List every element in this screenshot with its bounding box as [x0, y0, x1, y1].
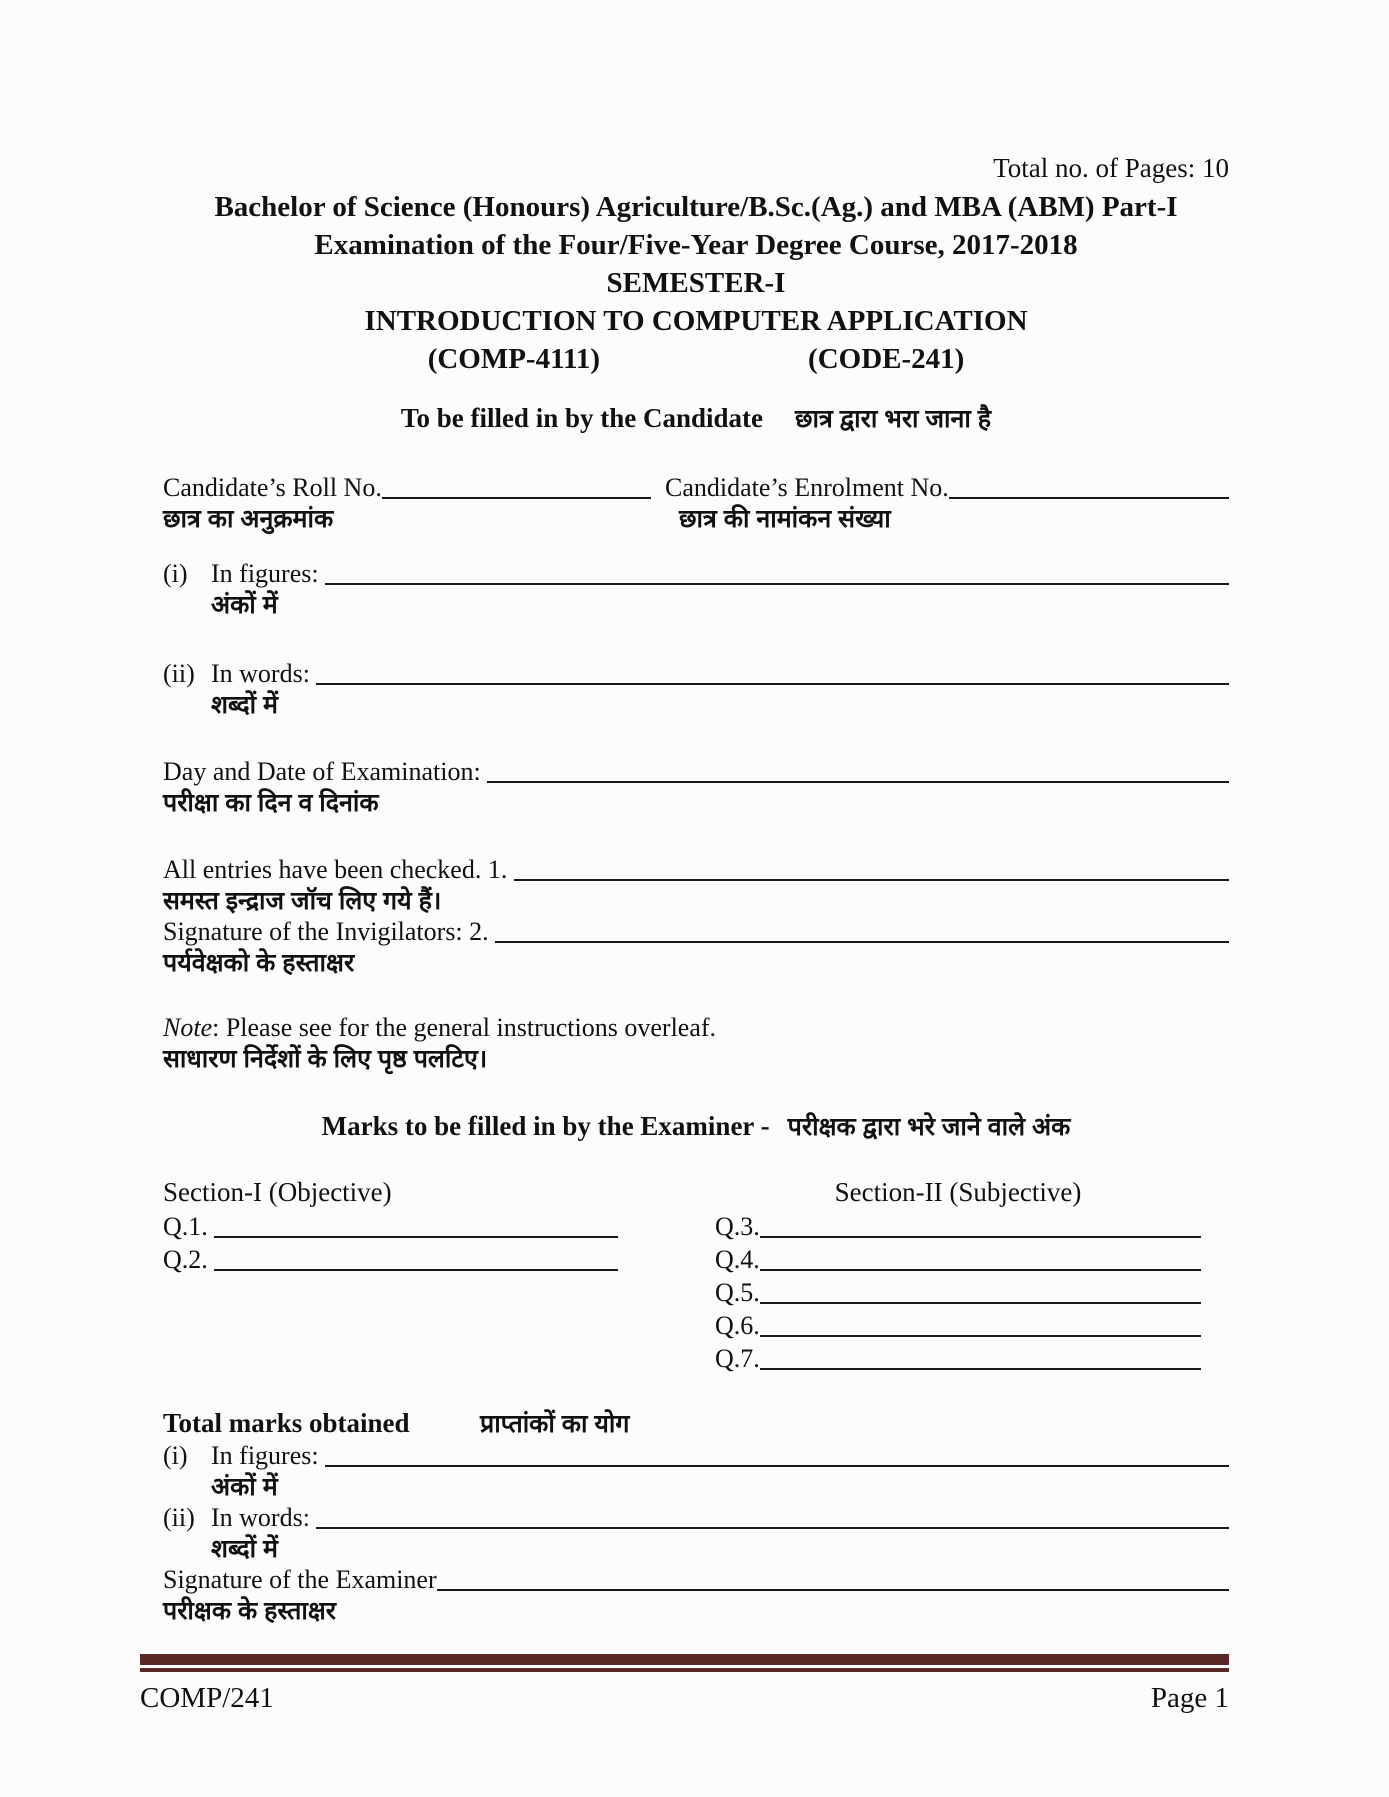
- total-in-words-label-hi: शब्दों में: [211, 1535, 278, 1563]
- in-words-row: [163, 658, 1229, 690]
- examiner-heading-en: Marks to be filled in by the Examiner -: [321, 1111, 770, 1141]
- total-marks-row: [163, 1407, 1229, 1440]
- enrolment-no-label: Candidate’s Enrolment No.: [665, 473, 949, 502]
- note-word: Note: [163, 1013, 213, 1042]
- examiner-heading-hi: परीक्षक द्वारा भरे जाने वाले अंक: [787, 1113, 1071, 1141]
- note-text-hi: साधारण निर्देशों के लिए पृष्ठ पलटिए।: [163, 1045, 488, 1073]
- total-marks-label-hi: प्राप्तांकों का योग: [480, 1410, 630, 1438]
- document-title: [163, 188, 1229, 340]
- in-words-index: (ii): [163, 659, 195, 688]
- in-words-field: [316, 682, 1229, 685]
- q5-label: Q.5.: [715, 1278, 760, 1307]
- q4-marks-field: [760, 1268, 1201, 1271]
- q1-label: Q.1.: [163, 1212, 215, 1241]
- total-in-words-index: (ii): [163, 1503, 195, 1532]
- roll-no-field: [382, 496, 651, 499]
- q6-marks-field: [760, 1334, 1201, 1337]
- in-figures-field: [325, 582, 1229, 585]
- total-pages: Total no. of Pages: 10: [993, 153, 1229, 183]
- examiner-sign-label: Signature of the Examiner: [163, 1565, 437, 1594]
- entries-checked-label-hi: समस्त इन्द्राज जॉच लिए गये हैं।: [163, 887, 442, 915]
- q2-row: [163, 1243, 618, 1276]
- in-figures-label: In figures:: [211, 559, 326, 588]
- page-footer: [140, 1682, 1229, 1714]
- exam-date-field: [487, 780, 1229, 783]
- q6-row: [715, 1309, 1201, 1342]
- q1-marks-field: [214, 1235, 618, 1238]
- in-figures-row: [163, 558, 1229, 590]
- q4-label: Q.4.: [715, 1245, 760, 1274]
- examiner-sign-label-hi: परीक्षक के हस्ताक्षर: [163, 1597, 336, 1625]
- note-text: : Please see for the general instructions overleaf.: [212, 1013, 717, 1042]
- total-in-figures-label: In figures:: [211, 1441, 326, 1470]
- examiner-sign-row: [163, 1564, 1229, 1596]
- marks-sections: [163, 1174, 1229, 1375]
- course-code-comp: (COMP-4111): [427, 343, 601, 375]
- title-line-3: SEMESTER-I: [606, 267, 786, 299]
- footer-rule: [140, 1654, 1229, 1672]
- q5-row: [715, 1276, 1201, 1309]
- section-2-subjective: [715, 1174, 1229, 1375]
- footer-rule-thick: [140, 1654, 1229, 1665]
- title-line-1: Bachelor of Science (Honours) Agriculture/B.Sc.(Ag.) and MBA (ABM) Part-I: [214, 191, 1178, 223]
- section-1-objective: [163, 1174, 618, 1375]
- total-in-words-row: [163, 1502, 1229, 1534]
- in-words-label: In words:: [211, 659, 317, 688]
- q6-label: Q.6.: [715, 1311, 760, 1340]
- candidate-heading-en: To be filled in by the Candidate: [400, 403, 763, 433]
- entries-checked-row: [163, 854, 1229, 886]
- q7-label: Q.7.: [715, 1344, 760, 1373]
- title-line-4: INTRODUCTION TO COMPUTER APPLICATION: [364, 305, 1028, 337]
- total-in-figures-row: [163, 1440, 1229, 1472]
- total-in-figures-label-hi: अंकों में: [211, 1473, 278, 1501]
- course-codes: [163, 340, 1229, 378]
- q4-row: [715, 1243, 1201, 1276]
- examiner-sign-field: [437, 1588, 1229, 1591]
- roll-enrolment-hindi-row: [163, 504, 1229, 534]
- total-in-words-label: In words:: [211, 1503, 317, 1532]
- note-line: [163, 1012, 1229, 1044]
- roll-no-label: Candidate’s Roll No.: [163, 473, 382, 502]
- q5-marks-field: [760, 1301, 1201, 1304]
- total-marks-label: Total marks obtained: [163, 1408, 410, 1438]
- invigilators-label-hi: पर्यवेक्षको के हस्ताक्षर: [163, 949, 355, 977]
- q3-label: Q.3.: [715, 1212, 760, 1241]
- invigilator-sign-1-field: [514, 878, 1229, 881]
- candidate-heading-hi: छात्र द्वारा भरा जाना है: [795, 405, 992, 433]
- exam-date-row: [163, 756, 1229, 788]
- q3-row: [715, 1210, 1201, 1243]
- total-in-figures-field: [325, 1464, 1229, 1467]
- invigilators-label: Signature of the Invigilators: 2.: [163, 917, 496, 946]
- q2-marks-field: [214, 1268, 618, 1271]
- section-1-title: Section-I (Objective): [163, 1177, 392, 1207]
- invigilator-sign-2-field: [495, 940, 1229, 943]
- exam-date-label: Day and Date of Examination:: [163, 757, 488, 786]
- roll-no-label-hi: छात्र का अनुक्रमांक: [163, 505, 334, 533]
- course-code-code: (CODE-241): [808, 343, 965, 375]
- total-in-figures-index: (i): [163, 1441, 188, 1470]
- footer-rule-thin: [140, 1668, 1229, 1672]
- total-in-words-field: [316, 1526, 1229, 1529]
- q3-marks-field: [760, 1235, 1201, 1238]
- footer-course-code: COMP/241: [140, 1682, 274, 1714]
- examiner-section-heading: [163, 1110, 1229, 1142]
- q1-row: [163, 1210, 618, 1243]
- q2-label: Q.2.: [163, 1245, 215, 1274]
- in-figures-label-hi: अंकों में: [211, 591, 278, 619]
- enrolment-no-field: [949, 496, 1229, 499]
- in-figures-index: (i): [163, 559, 188, 588]
- section-2-title: Section-II (Subjective): [834, 1177, 1082, 1207]
- title-line-2: Examination of the Four/Five-Year Degree Course, 2017-2018: [314, 229, 1078, 261]
- enrolment-no-label-hi: छात्र की नामांकन संख्या: [679, 505, 891, 533]
- in-words-label-hi: शब्दों में: [211, 691, 278, 719]
- candidate-section-heading: [163, 402, 1229, 434]
- entries-checked-label: All entries have been checked. 1.: [163, 855, 514, 884]
- invigilators-row: [163, 916, 1229, 948]
- exam-date-label-hi: परीक्षा का दिन व दिनांक: [163, 789, 379, 817]
- q7-row: [715, 1342, 1201, 1375]
- roll-enrolment-row: [163, 472, 1229, 504]
- q7-marks-field: [760, 1367, 1201, 1370]
- footer-page-number: Page 1: [1150, 1682, 1229, 1714]
